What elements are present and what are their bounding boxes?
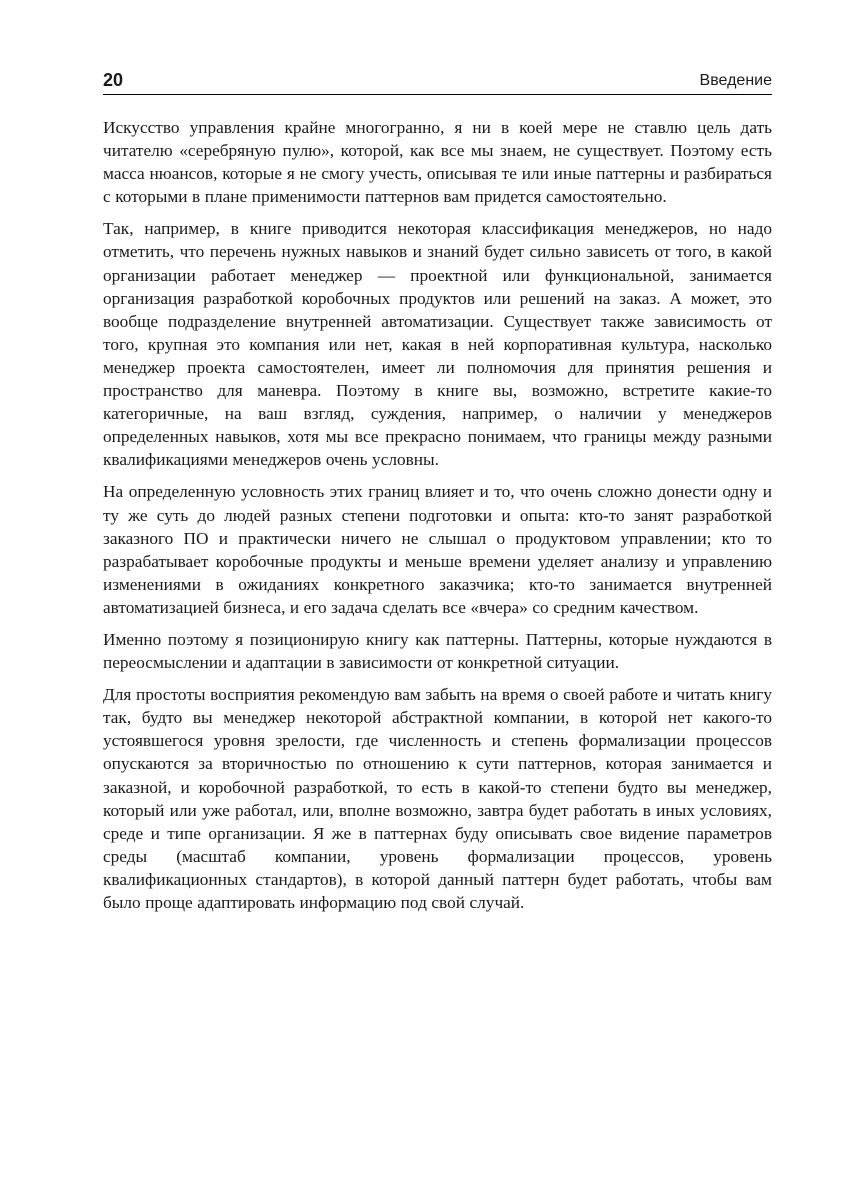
page-number: 20 (103, 70, 124, 90)
paragraph-5: Для простоты восприятия рекомендую вам забыть на время о своей работе и читать книгу так, будто вы менеджер некоторой абстрактной компании, в которой нет какого-то устоявшегося уровня зрелости, где численность и степень формализации процессов опускаются за вторичностью по отношению к сути паттернов, которая занимается и заказной, и коробочной разработкой, то есть в какой-то степени будто вы менеджер, который или уже работал, или, вполне возможно, завтра будет работать в иных условиях, среде и типе организации. Я же в паттернах буду описывать свое видение параметров среды (масштаб компании, уровень формализации процессов, уровень квалификационных стандартов), в которой данный паттерн будет работать, чтобы вам было проще адаптировать информацию под свой случай. (103, 685, 772, 912)
paragraph-1: Искусство управления крайне многогранно, я ни в коей мере не ставлю цель дать читателю «серебряную пулю», которой, как все мы знаем, не существует. Поэтому есть масса нюансов, которые я не смогу учесть, описывая те или иные паттерны и разбираться с которыми в плане применимости паттернов вам придется самостоятельно. (103, 118, 772, 207)
paragraph-2: Так, например, в книге приводится некоторая классификация менеджеров, но надо отметить, что перечень нужных навыков и знаний будет сильно зависеть от того, в какой организации работает менеджер — проектной или функциональной, занимается организация разработкой коробочных продуктов или решений на заказ. А может, это вообще подразделение внутренней автоматизации. Существует также зависимость от того, крупная это компания или нет, какая в ней корпоративная культура, насколько менеджер проекта самостоятелен, имеет ли полномочия для принятия решения и пространство для маневра. Поэтому в книге вы, возможно, встретите какие-то категоричные, на ваш взгляд, суждения, например, о наличии у менеджеров определенных навыков, хотя мы все прекрасно понимаем, что границы между разными квалификациями менеджеров очень условны. (103, 219, 772, 470)
running-header (103, 66, 772, 95)
paragraph-4: Именно поэтому я позиционирую книгу как паттерны. Паттерны, которые нуждаются в переосмыслении и адаптации в зависимости от конкретной ситуации. (103, 629, 772, 673)
section-title: Введение (699, 72, 772, 89)
body-text (103, 116, 772, 923)
paragraph-3: На определенную условность этих границ влияет и то, что очень сложно донести одну и ту же суть до людей разных степени подготовки и опыта: кто-то занят разработкой заказного ПО и практически ничего не слышал о продуктовом управлении; кто то разрабатывает коробочные продукты и меньше времени уделяет анализу и управлению изменениями в ожиданиях конкретного заказчика; кто-то занимается внутренней автоматизацией бизнеса, и его задача сделать все «вчера» со средним качеством. (103, 482, 772, 617)
